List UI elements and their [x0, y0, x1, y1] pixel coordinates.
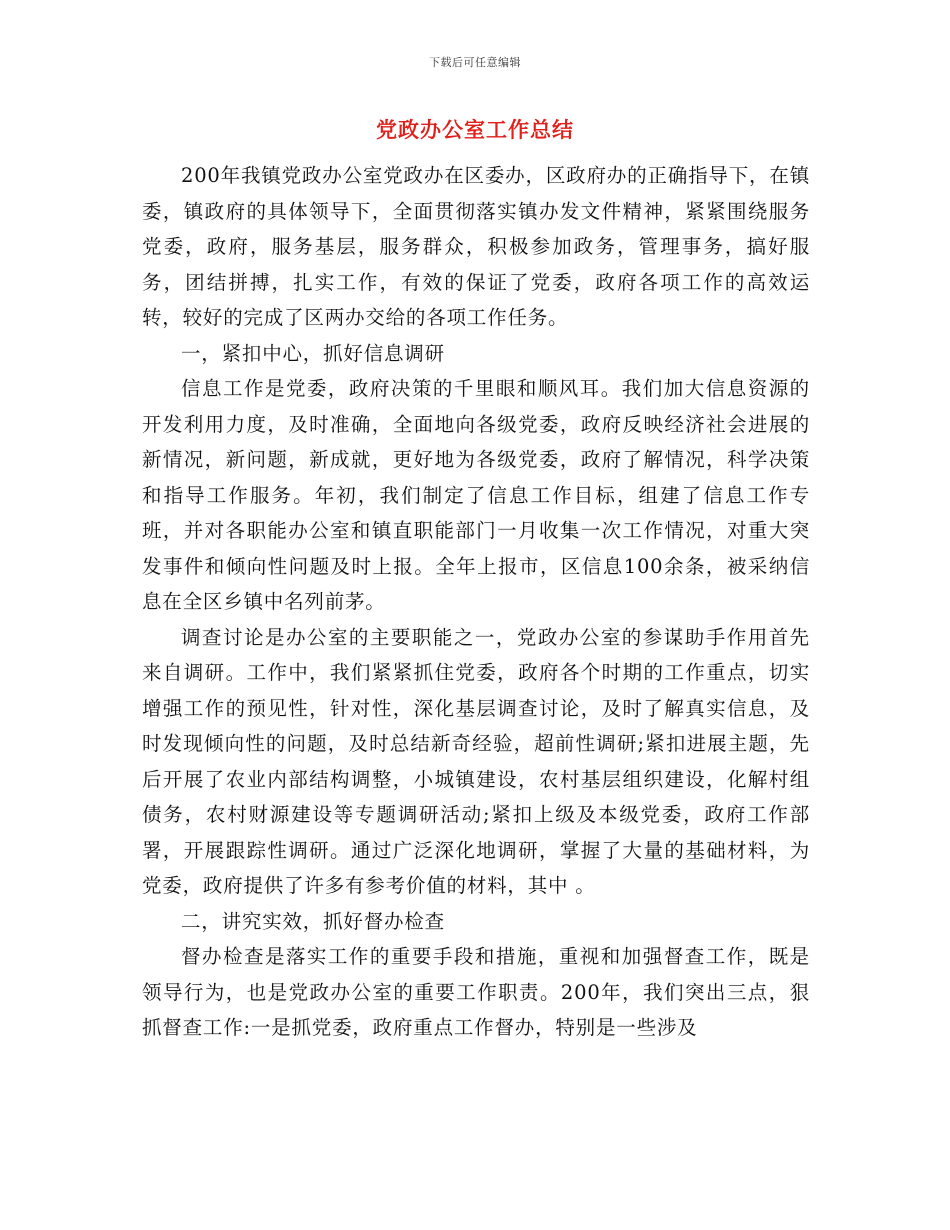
paragraph-intro: 200年我镇党政办公室党政办在区委办，区政府办的正确指导下，在镇委，镇政府的具体领导下，全面贯彻落实镇办发文件精神，紧紧围绕服务党委，政府，服务基层，服务群众，积极参加政务，管理事务，搞好服务，团结拼搏，扎实工作，有效的保证了党委，政府各项工作的高效运转，较好的完成了区两办交给的各项工作任务。: [142, 164, 810, 329]
document-body: [142, 158, 810, 1046]
paragraph-info-work: 信息工作是党委，政府决策的千里眼和顺风耳。我们加大信息资源的开发利用力度，及时准确，全面地向各级党委，政府反映经济社会进展的新情况，新问题，新成就，更好地为各级党委，政府了解情况，科学决策和指导工作服务。年初，我们制定了信息工作目标，组建了信息工作专班，并对各职能办公室和镇直职能部门一月收集一次工作情况，对重大突发事件和倾向性问题及时上报。全年上报市，区信息100余条，被采纳信息在全区乡镇中名列前茅。: [142, 377, 810, 613]
page-header-note: 下载后可任意编辑: [429, 56, 521, 69]
document-title: 党政办公室工作总结: [376, 117, 574, 142]
section-heading-1: 一，紧扣中心，抓好信息调研: [181, 341, 445, 365]
section-heading-2: 二，讲究实效，抓好督办检查: [181, 909, 445, 933]
paragraph-research: 调查讨论是办公室的主要职能之一，党政办公室的参谋助手作用首先来自调研。工作中，我们紧紧抓住党委，政府各个时期的工作重点，切实增强工作的预见性，针对性，深化基层调查讨论，及时了解真实信息，及时发现倾向性的问题，及时总结新奇经验，超前性调研;紧扣进展主题，先后开展了农业内部结构调整，小城镇建设，农村基层组织建设，化解村组债务，农村财源建设等专题调研活动;紧扣上级及本级党委，政府工作部署，开展跟踪性调研。通过广泛深化地调研，掌握了大量的基础材料，为党委，政府提供了许多有参考价值的材料，其中 。: [142, 625, 810, 897]
paragraph-supervision: 督办检查是落实工作的重要手段和措施，重视和加强督查工作，既是领导行为，也是党政办公室的重要工作职责。200年，我们突出三点，狠抓督查工作:一是抓党委，政府重点工作督办，特别是一些涉及: [142, 945, 810, 1039]
